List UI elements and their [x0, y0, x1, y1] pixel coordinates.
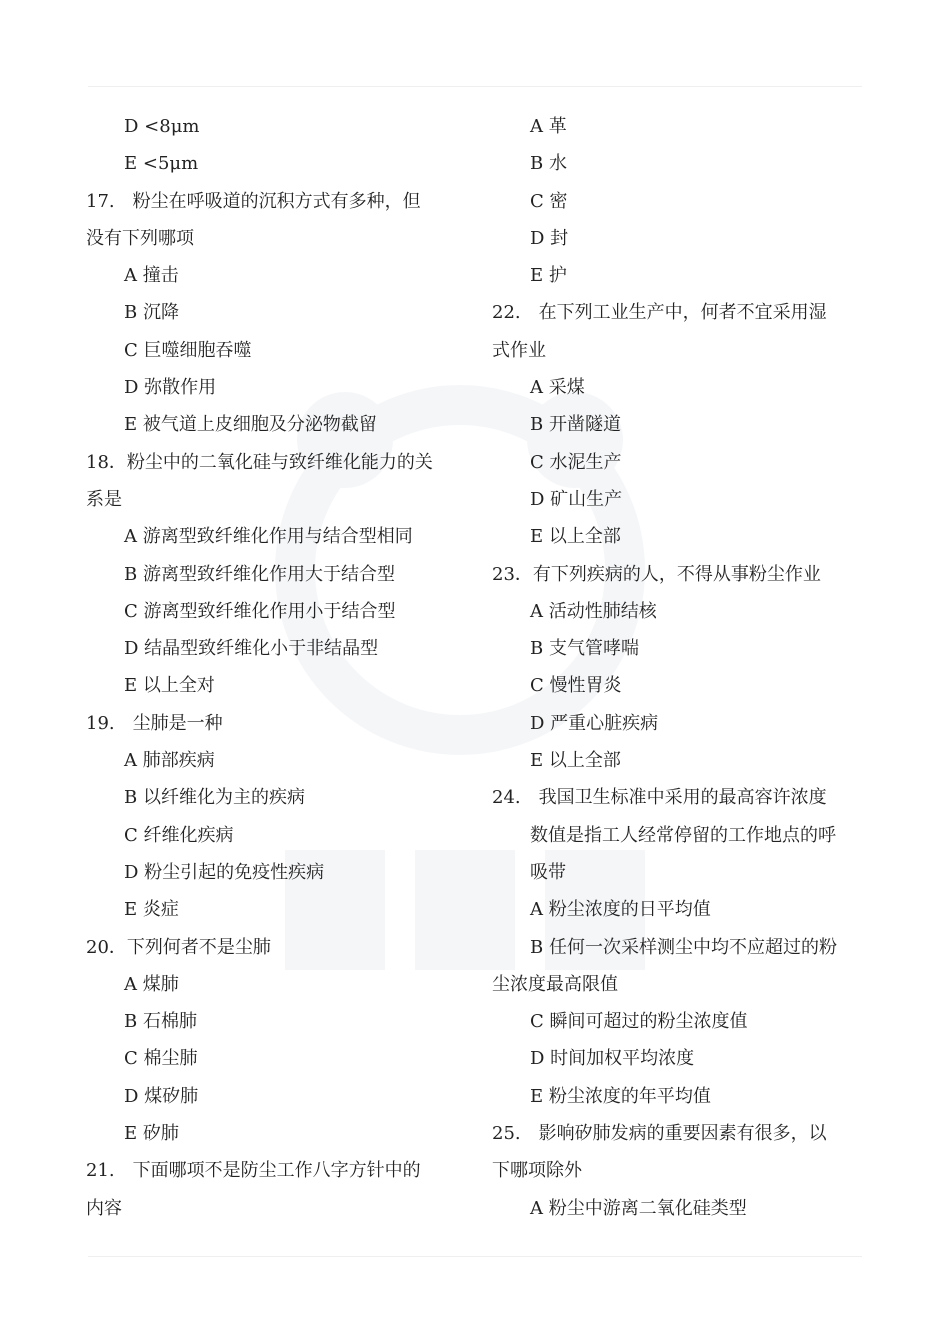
answer-option: B 开凿隧道	[530, 414, 621, 436]
answer-option: D 粉尘引起的免疫性疾病	[124, 861, 325, 883]
answer-option: E <5μm	[124, 153, 199, 175]
answer-option: B 石棉肺	[124, 1011, 197, 1033]
answer-option: D 矿山生产	[530, 488, 623, 510]
answer-option: E 以上全对	[124, 675, 215, 697]
answer-option: E 被气道上皮细胞及分泌物截留	[124, 414, 377, 436]
question-stem: 24. 我国卫生标准中采用的最高容许浓度	[492, 787, 827, 809]
answer-option: C 巨噬细胞吞噬	[124, 339, 252, 361]
answer-option: A 游离型致纤维化作用与结合型相同	[124, 526, 413, 548]
right-column	[492, 108, 862, 1227]
answer-option: A 革	[530, 116, 567, 137]
answer-option: C 瞬间可超过的粉尘浓度值	[530, 1011, 748, 1033]
answer-option: B 任何一次采样测尘中均不应超过的粉	[530, 936, 837, 958]
answer-option: C 棉尘肺	[124, 1048, 198, 1070]
answer-option: C 密	[530, 190, 568, 212]
answer-option: E 以上全部	[530, 526, 621, 548]
answer-option: B 沉降	[124, 302, 179, 324]
answer-option: C 水泥生产	[530, 451, 622, 473]
answer-option: A 粉尘中游离二氧化硅类型	[530, 1197, 747, 1219]
question-continuation: 数值是指工人经常停留的工作地点的呼	[530, 824, 836, 846]
question-stem: 20．下列何者不是尘肺	[86, 936, 271, 958]
question-stem: 22. 在下列工业生产中，何者不宜采用湿	[492, 302, 827, 324]
answer-option: A 撞击	[124, 265, 179, 287]
answer-option: B 水	[530, 153, 567, 175]
answer-option: B 以纤维化为主的疾病	[124, 787, 305, 809]
answer-option: D 结晶型致纤维化小于非结晶型	[124, 638, 379, 660]
question-continuation: 下哪项除外	[492, 1160, 582, 1182]
answer-option: E 粉尘浓度的年平均值	[530, 1085, 711, 1107]
answer-option: C 游离型致纤维化作用小于结合型	[124, 600, 396, 622]
question-continuation: 吸带	[530, 861, 566, 883]
answer-option: E 以上全部	[530, 750, 621, 772]
answer-option: E 护	[530, 265, 567, 287]
answer-option: D 时间加权平均浓度	[530, 1048, 695, 1070]
question-stem: 19. 尘肺是一种	[86, 712, 223, 734]
answer-option: A 活动性肺结核	[530, 600, 657, 622]
question-continuation: 内容	[86, 1197, 122, 1219]
answer-option: D 煤矽肺	[124, 1085, 199, 1107]
header-rule	[88, 86, 862, 87]
question-continuation: 式作业	[492, 339, 546, 361]
answer-option: D 弥散作用	[124, 377, 217, 399]
left-column	[86, 108, 466, 1227]
question-stem: 18．粉尘中的二氧化硅与致纤维化能力的关	[86, 451, 433, 473]
answer-option: E 炎症	[124, 899, 179, 921]
question-stem: 21. 下面哪项不是防尘工作八字方针中的	[86, 1160, 421, 1182]
answer-option: A 肺部疾病	[124, 750, 215, 772]
question-stem: 17. 粉尘在呼吸道的沉积方式有多种，但	[86, 190, 421, 212]
question-stem: 25. 影响矽肺发病的重要因素有很多，以	[492, 1123, 827, 1145]
footer-rule	[88, 1256, 862, 1257]
answer-option: B 支气管哮喘	[530, 638, 639, 660]
answer-option: B 游离型致纤维化作用大于结合型	[124, 563, 395, 585]
answer-option: A 煤肺	[124, 973, 179, 995]
question-continuation: 系是	[86, 488, 122, 510]
answer-option: D 封	[530, 227, 569, 249]
answer-option: D 严重心脏疾病	[530, 712, 659, 734]
answer-option: A 粉尘浓度的日平均值	[530, 899, 711, 921]
question-continuation: 尘浓度最高限值	[492, 973, 618, 995]
answer-option: A 采煤	[530, 377, 585, 399]
answer-option: C 慢性胃炎	[530, 675, 622, 697]
question-continuation: 没有下列哪项	[86, 227, 194, 249]
question-stem: 23．有下列疾病的人，不得从事粉尘作业	[492, 563, 821, 585]
answer-option: D <8μm	[124, 116, 200, 137]
answer-option: E 矽肺	[124, 1123, 179, 1145]
answer-option: C 纤维化疾病	[124, 824, 234, 846]
